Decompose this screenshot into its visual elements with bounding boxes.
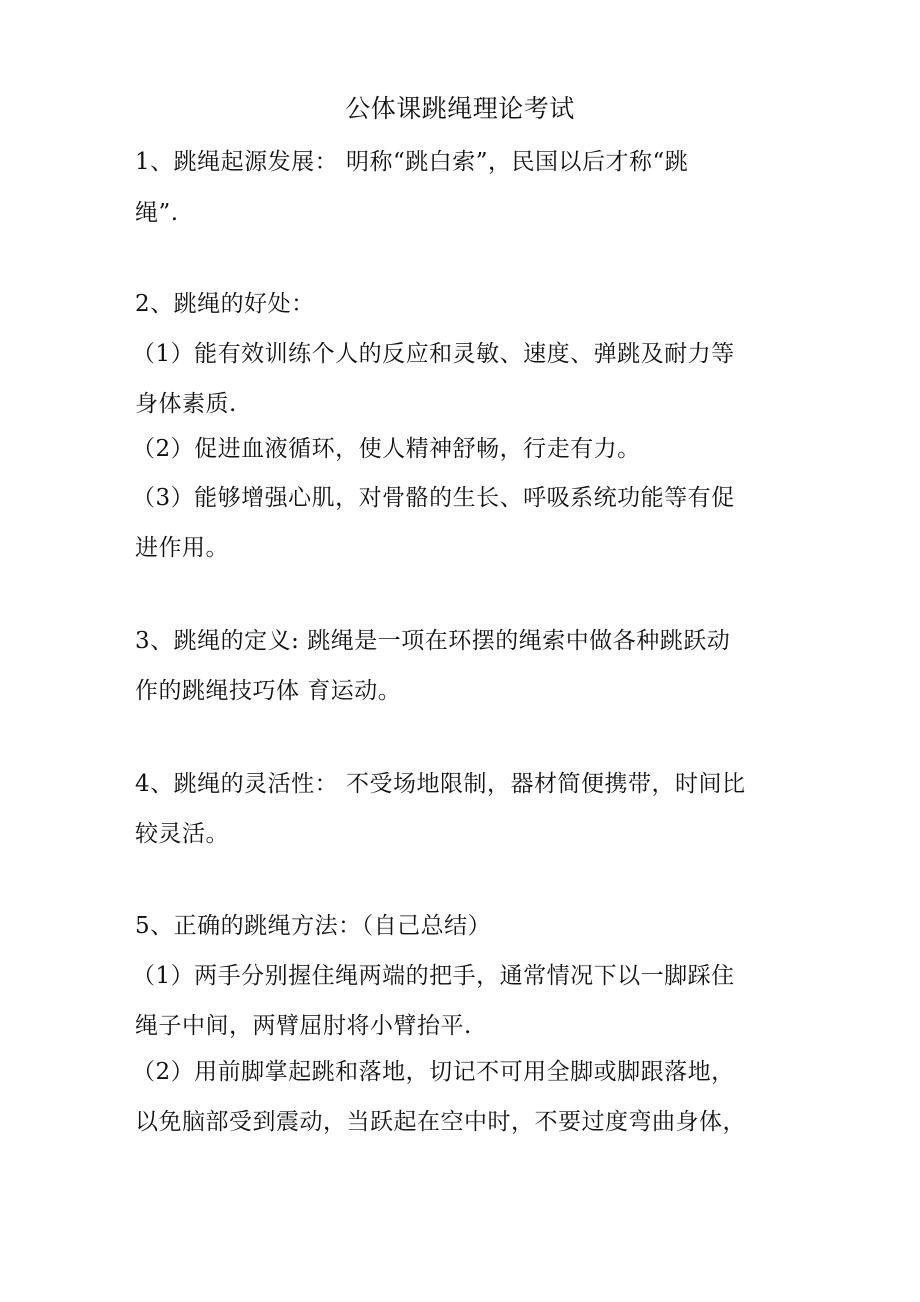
q1-line-2: 绳”. (135, 200, 179, 226)
q4-line-2: 较灵活。 (135, 821, 229, 847)
q3-line-1: 3、跳绳的定义: 跳绳是一项在环摆的绳索中做各种跳跃动 (135, 628, 731, 654)
q2-heading: 2、跳绳的好处： (135, 291, 315, 317)
q2-item2: （2）促进血液循环，使人精神舒畅，行走有力。 (132, 436, 641, 462)
q2-item1-line-1: （1）能有效训练个人的反应和灵敏、速度、弹跳及耐力等 (132, 341, 735, 367)
q5-item2-line-2: 以免脑部受到震动，当跃起在空中时，不要过度弯曲身体， (135, 1109, 746, 1135)
q5-item2-line-1: （2）用前脚掌起跳和落地，切记不可用全脚或脚跟落地， (132, 1059, 735, 1085)
q5-item1-line-1: （1）两手分别握住绳两端的把手，通常情况下以一脚踩住 (132, 963, 735, 989)
q2-item3-line-1: （3）能够增强心肌，对骨骼的生长、呼吸系统功能等有促 (132, 485, 735, 511)
q1-line-1: 1、跳绳起源发展： 明称“跳白索”，民国以后才称“跳 (135, 149, 689, 175)
q3-line-2: 作的跳绳技巧体 育运动。 (135, 678, 402, 704)
q4-line-1: 4、跳绳的灵活性： 不受场地限制，器材简便携带，时间比 (135, 771, 746, 797)
q2-item1-line-2: 身体素质. (135, 391, 237, 417)
q5-heading: 5、正确的跳绳方法：（自己总结） (135, 913, 492, 939)
document-title: 公体课跳绳理论考试 (345, 94, 575, 123)
q2-item3-line-2: 进作用。 (135, 535, 229, 561)
q5-item1-line-2: 绳子中间，两臂屈肘将小臂抬平. (135, 1013, 472, 1039)
